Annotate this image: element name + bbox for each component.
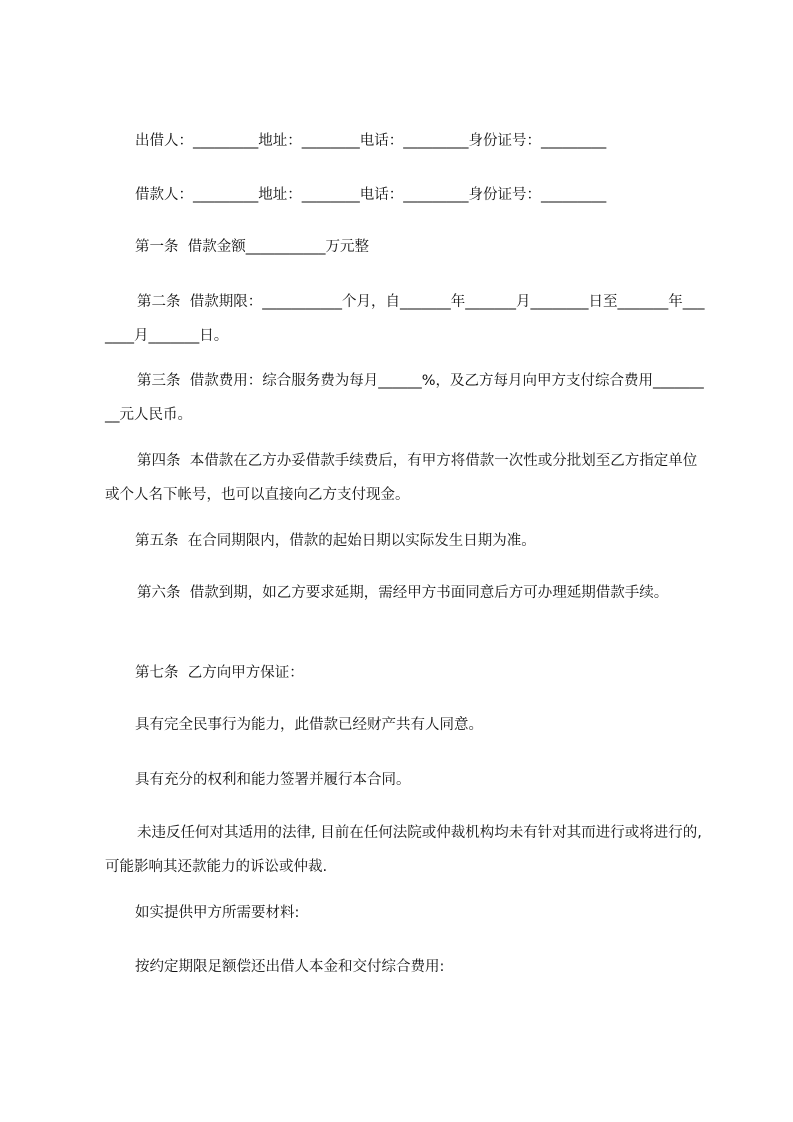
guarantee-item-3: 未违反任何对其适用的法律, 目前在任何法院或仲裁机构均未有针对其而进行或将进行的, 可能影响其还款能力的诉讼或仲裁. bbox=[105, 825, 707, 875]
borrower-info-line: 借款人：_________地址：________电话：_________身份证号：_________ bbox=[135, 187, 607, 203]
article-6-extension: 第六条 借款到期，如乙方要求延期，需经甲方书面同意后方可办理延期借款手续。 bbox=[137, 585, 669, 601]
guarantee-item-2: 具有充分的权利和能力签署并履行本合同。 bbox=[135, 772, 411, 788]
guarantee-item-5: 按约定期限足额偿还出借人本金和交付综合费用: bbox=[135, 959, 445, 975]
article-2-loan-term: 第二条 借款期限：___________个月，自_______年_______月________日至_______年_______月_______日。 bbox=[105, 294, 705, 344]
article-4-disbursement: 第四条 本借款在乙方办妥借款手续费后，有甲方将借款一次性或分批划至乙方指定单位或个人名下帐号，也可以直接向乙方支付现金。 bbox=[105, 453, 698, 503]
article-3-loan-fees: 第三条 借款费用：综合服务费为每月______%，及乙方每月向甲方支付综合费用_________元人民币。 bbox=[105, 373, 704, 423]
lender-info-line: 出借人：_________地址：________电话：_________身份证号：_________ bbox=[135, 133, 607, 149]
guarantee-item-1: 具有完全民事行为能力，此借款已经财产共有人同意。 bbox=[135, 717, 483, 733]
article-7-guarantees: 第七条 乙方向甲方保证： bbox=[135, 665, 304, 681]
article-5-start-date: 第五条 在合同期限内，借款的起始日期以实际发生日期为准。 bbox=[135, 533, 536, 549]
guarantee-item-4: 如实提供甲方所需要材料: bbox=[135, 905, 300, 921]
article-1-loan-amount: 第一条 借款金额___________万元整 bbox=[135, 239, 369, 255]
